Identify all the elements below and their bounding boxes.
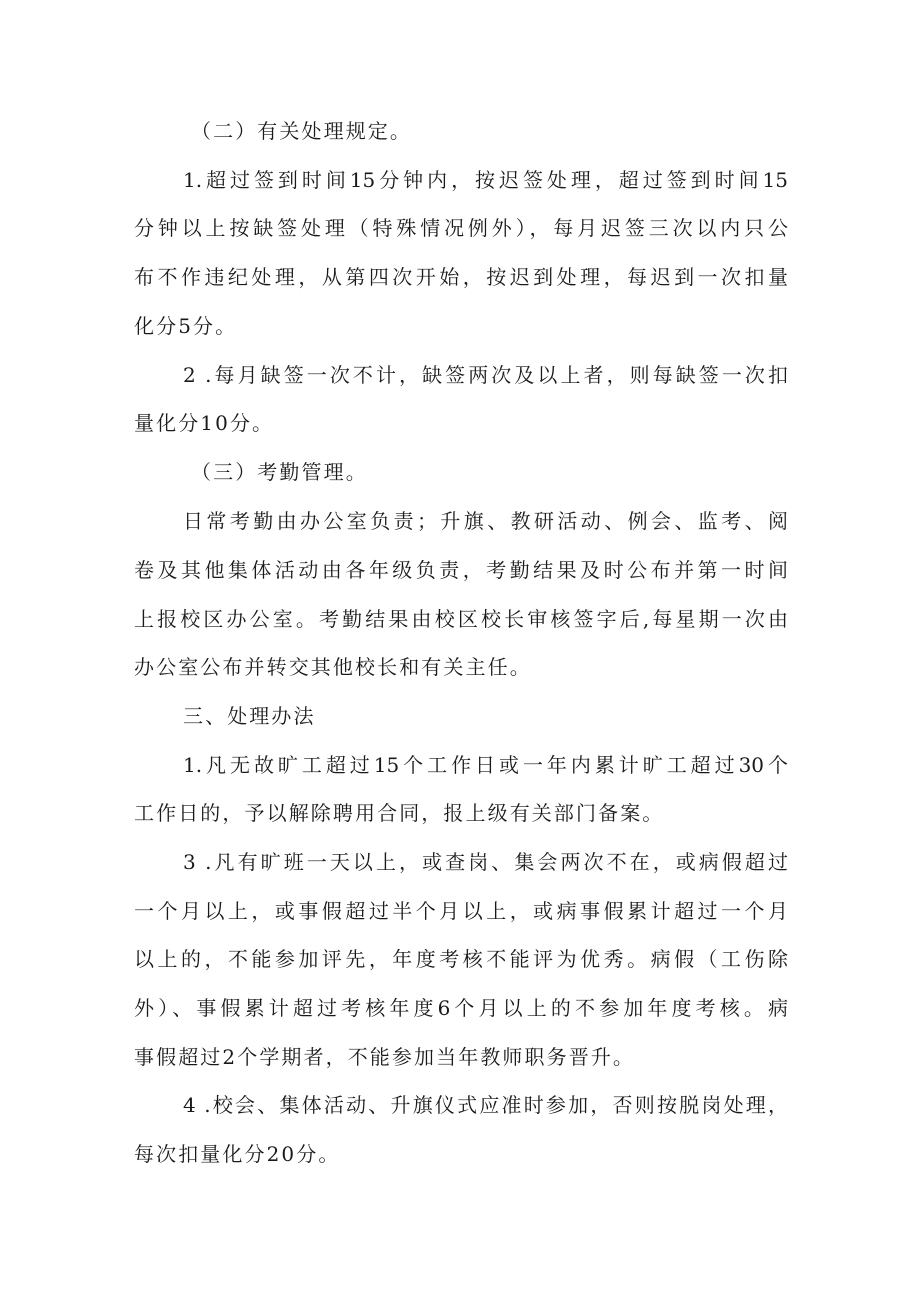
paragraph-line: 外）、事假累计超过考核年度6个月以上的不参加年度考核。病 [134,996,788,1020]
paragraph-line: 工作日的，予以解除聘用合同，报上级有关部门备案。 [134,801,665,825]
paragraph-line: 布不作违纪处理，从第四次开始，按迟到处理，每迟到一次扣量 [134,265,788,289]
paragraph-line: 2 .每月缺签一次不计，缺签两次及以上者，则每缺签一次扣 [183,363,788,387]
paragraph-line: 日常考勤由办公室负责；升旗、教研活动、例会、监考、阅 [183,509,788,533]
paragraph-line: 上报校区办公室。考勤结果由校区校长审核签字后,每星期一次由 [134,607,788,631]
paragraph-line: 化分5分。 [134,314,238,338]
paragraph-line: 卷及其他集体活动由各年级负责，考勤结果及时公布并第一时间 [134,558,788,582]
paragraph-line: 每次扣量化分20分。 [134,1142,341,1166]
paragraph-line: 量化分10分。 [134,411,275,435]
part-heading: 三、处理办法 [183,704,316,728]
section-heading: （三）考勤管理。 [191,460,368,484]
paragraph-line: 一个月以上，或事假超过半个月以上，或病事假累计超过一个月 [134,899,788,923]
section-heading: （二）有关处理规定。 [191,119,412,143]
paragraph-line: 3 .凡有旷班一天以上，或查岗、集会两次不在，或病假超过 [183,850,788,874]
paragraph-line: 分钟以上按缺签处理（特殊情况例外），每月迟签三次以内只公 [134,216,788,240]
paragraph-line: 4 .校会、集体活动、升旗仪式应准时参加，否则按脱岗处理， [183,1093,788,1117]
paragraph-line: 以上的，不能参加评先，年度考核不能评为优秀。病假（工伤除 [134,947,788,971]
paragraph-line: 1.凡无故旷工超过15个工作日或一年内累计旷工超过30个 [183,753,788,777]
paragraph-line: 事假超过2个学期者，不能参加当年教师职务晋升。 [134,1045,636,1069]
paragraph-line: 1.超过签到时间15分钟内，按迟签处理，超过签到时间15 [183,168,788,192]
paragraph-line: 办公室公布并转交其他校长和有关主任。 [134,655,532,679]
